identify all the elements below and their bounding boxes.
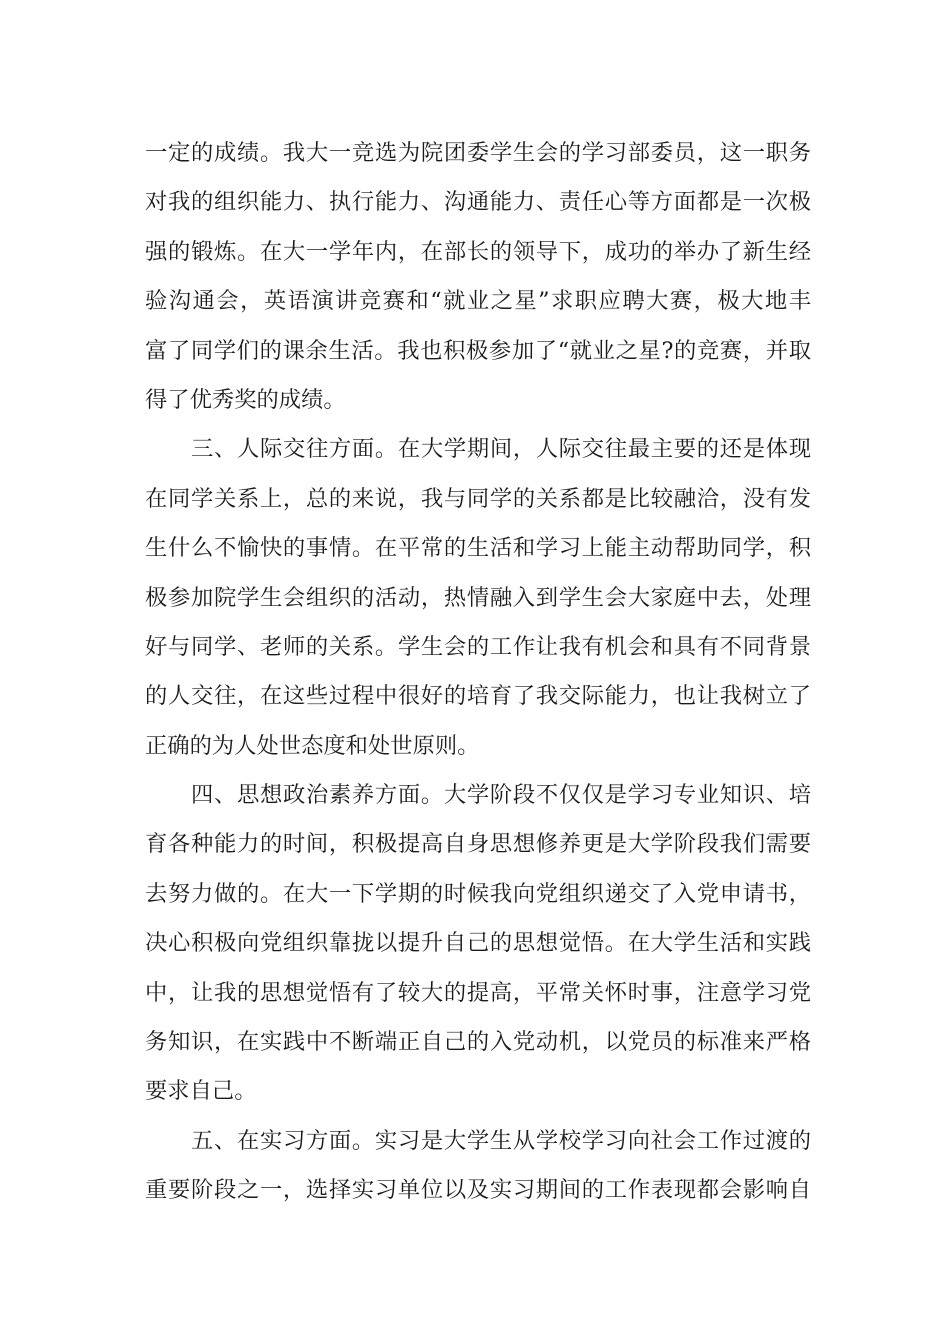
text-line: 得了优秀奖的成绩。 <box>145 386 346 413</box>
text-line: 决心积极向党组织靠拢以提升自己的思想觉悟。在大学生活和实践 <box>145 930 811 957</box>
text-line: 去努力做的。在大一下学期的时候我向党组织递交了入党申请书， <box>145 880 811 907</box>
text-line: 务知识，在实践中不断端正自己的入党动机，以党员的标准来严格 <box>145 1029 811 1056</box>
text-line: 一定的成绩。我大一竞选为院团委学生会的学习部委员，这一职务 <box>145 140 811 166</box>
text-line: 富了同学们的课余生活。我也积极参加了“就业之星?的竞赛，并取 <box>145 337 811 364</box>
text-line: 的人交往，在这些过程中很好的培育了我交际能力，也让我树立了 <box>145 683 811 710</box>
text-line: 五、在实习方面。实习是大学生从学校学习向社会工作过渡的 <box>191 1127 811 1154</box>
text-line: 三、人际交往方面。在大学期间，人际交往最主要的还是体现 <box>191 436 811 463</box>
text-line: 强的锻炼。在大一学年内，在部长的领导下，成功的举办了新生经 <box>145 238 811 265</box>
text-line: 在同学关系上，总的来说，我与同学的关系都是比较融洽，没有发 <box>145 485 811 512</box>
document-body <box>145 129 811 1216</box>
text-line: 重要阶段之一，选择实习单位以及实习期间的工作表现都会影响自 <box>145 1177 811 1204</box>
text-line: 极参加院学生会组织的活动，热情融入到学生会大家庭中去，处理 <box>145 584 811 611</box>
text-line: 验沟通会，英语演讲竞赛和“就业之星”求职应聘大赛，极大地丰 <box>145 288 811 315</box>
text-line: 对我的组织能力、执行能力、沟通能力、责任心等方面都是一次极 <box>145 189 811 216</box>
text-line: 四、思想政治素养方面。大学阶段不仅仅是学习专业知识、培 <box>191 782 811 809</box>
text-line: 正确的为人处世态度和处世原则。 <box>145 732 480 759</box>
text-line: 育各种能力的时间，积极提高自身思想修养更是大学阶段我们需要 <box>145 831 811 858</box>
text-line: 生什么不愉快的事情。在平常的生活和学习上能主动帮助同学，积 <box>145 535 811 562</box>
text-line: 要求自己。 <box>145 1078 257 1105</box>
text-line: 中，让我的思想觉悟有了较大的提高，平常关怀时事，注意学习党 <box>145 979 811 1006</box>
text-line: 好与同学、老师的关系。学生会的工作让我有机会和具有不同背景 <box>145 633 811 660</box>
